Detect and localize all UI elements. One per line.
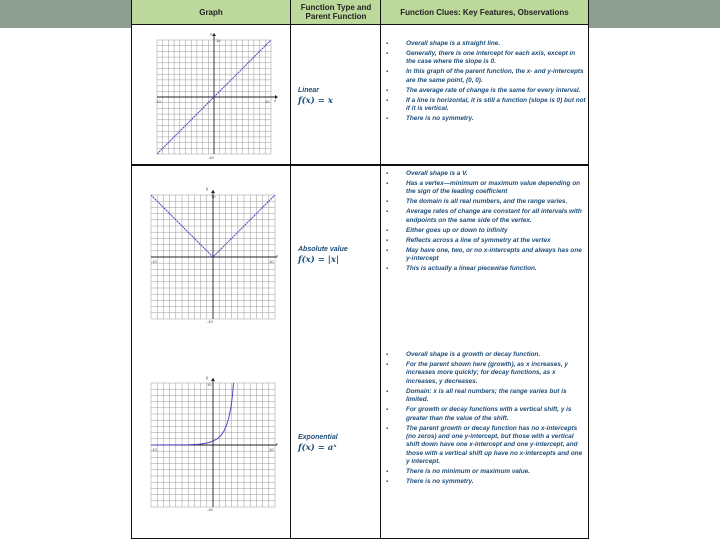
exponential-graph-svg (149, 373, 279, 513)
row-divider-1 (132, 164, 588, 166)
svg-text:-10: -10 (151, 259, 157, 264)
clue-item: ▪ For the parent shown here (growth), as x increases, y increases more quickly; for decay functions, as x increases, y decreases. (382, 361, 586, 386)
top-band-right (589, 0, 720, 28)
top-band-left (0, 0, 131, 28)
clue-item: ▪ The average rate of change is the same for every interval. (382, 87, 586, 95)
absolute-value-type-label: Absolute value (298, 246, 348, 253)
clue-item: ▪ The parent growth or decay function has no x-intercepts (no zeros) and one y-intercept, but those with a vertical shift down have one x-intercept and one y-intercept, and those with a vertical shift up have no x-intercepts and one y intercept. (382, 425, 586, 467)
svg-text:10: 10 (216, 38, 221, 43)
svg-text:-10: -10 (208, 155, 214, 160)
clue-item: ▪ If a line is horizontal, it is still a function (slope is 0) but not if it is vertical. (382, 97, 586, 114)
clue-item: ▪ Either goes up or down to infinity (382, 227, 586, 235)
exponential-function-type (298, 434, 378, 453)
exponential-formula: f(x) = aˣ (298, 443, 337, 453)
linear-type-label: Linear (298, 87, 320, 94)
header-graph: Graph (199, 7, 223, 17)
clue-item: ▪ This is actually a linear piecewise function. (382, 265, 586, 273)
svg-text:10: 10 (269, 259, 274, 264)
clue-item: ▪ Overall shape is a V. (382, 170, 586, 178)
clue-item: ▪ In this graph of the parent function, the x- and y-intercepts are the same point, (0, 0). (382, 68, 586, 85)
svg-text:y: y (210, 32, 212, 36)
clue-item: ▪ Overall shape is a growth or decay function. (382, 351, 586, 359)
clue-item: ▪ Overall shape is a straight line. (382, 40, 586, 48)
svg-text:x: x (274, 98, 276, 103)
svg-text:-10: -10 (155, 99, 161, 104)
exponential-graph (149, 373, 279, 513)
svg-text:y: y (206, 186, 209, 191)
clue-item: ▪ Has a vertex—minimum or maximum value depending on the sign of the leading coefficient (382, 180, 586, 197)
absolute-value-graph (149, 185, 279, 325)
clue-item: ▪ Generally, there is one intercept for each axis, except in the case where the slope is 0. (382, 50, 586, 67)
svg-text:x: x (276, 441, 278, 446)
clue-item: ▪ Average rates of change are constant for all intervals with endpoints on the same side of the vertex. (382, 208, 586, 225)
svg-text:10: 10 (207, 382, 212, 387)
svg-text:y: y (206, 375, 209, 380)
linear-clues-list (382, 40, 586, 125)
absolute-value-graph-svg (149, 185, 279, 325)
parent-functions-table (131, 0, 589, 539)
clue-item: ▪ Domain: x is all real numbers; the range varies but is limited. (382, 388, 586, 405)
clue-item: ▪ There is no symmetry. (382, 115, 586, 123)
svg-text:x: x (276, 253, 278, 258)
clue-item: ▪ May have one, two, or no x-intercepts and always has one y-intercept (382, 247, 586, 264)
clue-item: ▪ There is no symmetry. (382, 478, 586, 486)
svg-text:10: 10 (211, 194, 216, 199)
svg-text:-10: -10 (151, 447, 157, 452)
svg-text:10: 10 (269, 447, 274, 452)
clue-item: ▪ The domain is all real numbers, and the range varies. (382, 198, 586, 206)
clue-item: ▪ Reflects across a line of symmetry at the vertex (382, 237, 586, 245)
absolute-value-function-type (298, 246, 378, 265)
table-header (132, 0, 588, 25)
linear-graph-svg (149, 32, 279, 162)
header-function-clues: Function Clues: Key Features, Observations (380, 0, 588, 24)
absolute-value-formula: f(x) = |x| (298, 255, 340, 265)
clue-item: ▪ For growth or decay functions with a vertical shift, y is greater than the value of the shift. (382, 406, 586, 423)
linear-formula: f(x) = x (298, 96, 333, 106)
column-divider-2 (380, 24, 381, 538)
absolute-value-clues-list (382, 170, 586, 275)
linear-graph (149, 32, 279, 162)
column-divider-1 (290, 24, 291, 538)
svg-text:10: 10 (265, 99, 270, 104)
exponential-clues-list (382, 351, 586, 488)
linear-function-type (298, 87, 378, 106)
exponential-type-label: Exponential (298, 434, 338, 441)
clue-item: ▪ There is no minimum or maximum value. (382, 468, 586, 476)
svg-text:-10: -10 (207, 507, 213, 512)
header-function-type: Function Type and Parent Function (290, 0, 381, 24)
svg-text:-10: -10 (207, 319, 213, 324)
